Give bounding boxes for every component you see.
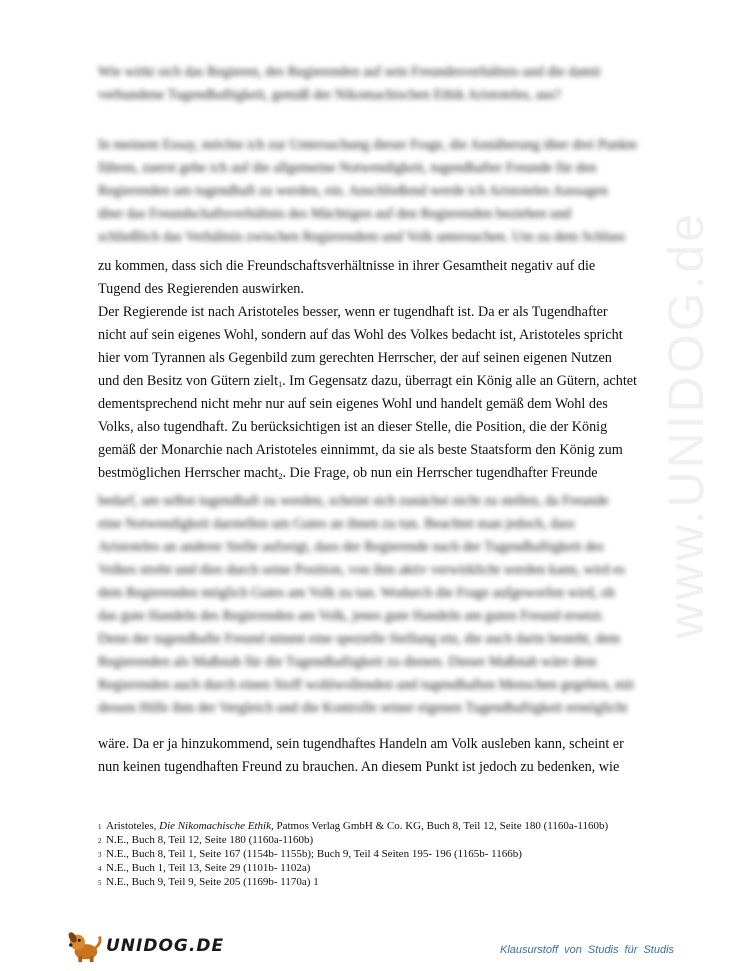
footnote-number: 4	[98, 865, 102, 873]
watermark: www.UNIDOG.de	[658, 211, 714, 639]
footnote-number: 3	[98, 851, 102, 859]
intro-paragraph	[98, 134, 638, 249]
text-line: über das Freundschaftsverhältnis des Mächtigen auf den Regierenden beziehen und	[98, 206, 572, 222]
text-line: führen, zuerst gehe ich auf die allgemeine Notwendigkeit, tugendhafter Freunde für den	[98, 160, 597, 176]
footnote-title: Die Nikomachische Ethik	[159, 820, 271, 832]
dog-icon	[66, 928, 104, 964]
text-line	[98, 324, 638, 347]
text-line: Regierenden als Maßstab für die Tugendhaftigkeit zu dienen. Dieser Maßstab wäre dem	[98, 654, 597, 670]
text-line: Aristoteles an anderer Stelle aufzeigt, dass der Regierende nach der Tugendhaftigkeit des	[98, 539, 604, 555]
footnote-reference[interactable]: 2	[278, 472, 283, 481]
text-segment: und den Besitz von Gütern zielt	[98, 373, 279, 389]
text-line: dem Regierenden möglich Gutes am Volk zu tun. Wodurch die Frage aufgeworfen wird, ob	[98, 585, 615, 601]
text-segment: Tugend des Regierenden auswirken.	[98, 281, 304, 297]
text-segment: nicht auf sein eigenes Wohl, sondern auf das Wohl des Volkes bedacht ist, Aristoteles spricht	[98, 327, 623, 343]
text-line	[98, 301, 638, 324]
text-segment: dementsprechend nicht mehr nur auf sein eigenes Wohl und handelt gemäß dem Wohl des	[98, 396, 608, 412]
footnote	[98, 876, 658, 890]
text-segment: hier vom Tyrannen als Gegenbild zum gerechten Herrscher, der auf seinen eigenen Nutzen	[98, 350, 612, 366]
text-line	[98, 370, 638, 393]
footnote	[98, 848, 658, 862]
footnote	[98, 820, 658, 834]
footnote	[98, 834, 658, 848]
text-line	[98, 255, 638, 278]
footnote-text: , Patmos Verlag GmbH & Co. KG, Buch 8, Teil 12, Seite 180 (1160a-1160b)	[270, 820, 609, 832]
text-segment: Der Regierende ist nach Aristoteles besser, wenn er tugendhaft ist. Da er als Tugendhafter	[98, 304, 608, 320]
text-line: Wie wirkt sich das Regieren, des Regierenden auf sein Freundesverhältnis und die damit	[98, 64, 601, 80]
text-line	[98, 439, 638, 462]
text-segment: gemäß der Monarchie nach Aristoteles einnimmt, da sie als beste Staatsform den König zum	[98, 442, 623, 458]
text-segment: bestmöglichen Herrscher macht	[98, 465, 279, 481]
footnote-text: N.E., Buch 9, Teil 9, Seite 205 (1169b- 1170a)	[106, 876, 314, 888]
text-line: verbundene Tugendhaftigkeit, gemäß der Nikomachischen Ethik Aristoteles, aus?	[98, 87, 561, 103]
text-line: das gute Handeln des Regierenden am Volk, jenes gute Handeln am guten Freund ersetzt.	[98, 608, 605, 624]
footnote-text: N.E., Buch 8, Teil 12, Seite 180 (1160a-1160b)	[106, 834, 314, 846]
text-line: Volkes strebt und dies durch seine Position, von ihm aktiv verwirklicht werden kann, wird es	[98, 562, 625, 578]
text-line: In meinem Essay, möchte ich zur Untersuchung dieser Frage, die Annäherung über drei Punkte	[98, 137, 638, 153]
text-line: Regierenden um tugendhaft zu werden, ein. Anschließend werde ich Aristoteles Aussagen	[98, 183, 608, 199]
footnote-number: 5	[98, 879, 102, 887]
text-line: schließlich das Verhältnis zwischen Regierendem und Volk untersuchen. Um zu dem Schluss	[98, 229, 626, 245]
text-segment: Volks, also tugendhaft. Zu berücksichtigen ist an dieser Stelle, die Position, die der König	[98, 419, 608, 435]
footnote-text: Aristoteles,	[106, 820, 160, 832]
text-line	[98, 416, 638, 439]
text-line: bedarf, um selbst tugendhaft zu werden, scheint sich zunächst nicht zu stellen, da Freunde	[98, 493, 609, 509]
main-paragraph	[98, 255, 638, 485]
footnote-reference[interactable]: 1	[278, 380, 283, 389]
footnotes	[98, 820, 658, 890]
text-segment: . Die Frage, ob nun ein Herrscher tugendhafter Freunde	[282, 465, 598, 481]
text-line	[98, 278, 638, 301]
text-line: dessen Hilfe ihm der Vergleich und die Kontrolle seiner eigenen Tugendhaftigkeit ermöglicht	[98, 700, 628, 716]
blurred-paragraph	[98, 490, 638, 720]
footnote-number: 1	[98, 823, 102, 831]
logo-text: UNIDOG.DE	[106, 936, 225, 956]
footnote-number: 2	[98, 837, 102, 845]
text-line	[98, 393, 638, 416]
footnote	[98, 862, 658, 876]
text-line: nun keinen tugendhaften Freund zu brauchen. An diesem Punkt ist jedoch zu bedenken, wie	[98, 759, 620, 775]
footnote-text: N.E., Buch 1, Teil 13, Seite 29 (1101b- 1102a)	[106, 862, 311, 874]
text-line	[98, 462, 638, 485]
research-question	[98, 61, 638, 107]
text-line: Regierenden auch durch einen Stoff wohlwollenden und tugendhaften Menschen gegeben, mit	[98, 677, 634, 693]
text-segment: . Im Gegensatz dazu, überragt ein König alle an Gütern, achtet	[282, 373, 637, 389]
footnote-text: N.E., Buch 8, Teil 1, Seite 167 (1154b- 1155b); Buch 9, Teil 4 Seiten 195- 196 (1165b- 1166b)	[106, 848, 522, 860]
text-line: Denn der tugendhafte Freund nimmt eine spezielle Stellung ein, die auch darin besteht, dem	[98, 631, 621, 647]
page-number: 1	[313, 876, 319, 888]
text-line: eine Notwendigkeit darstellen um Gutes an ihnen zu tun. Beachtet man jedoch, dass	[98, 516, 575, 532]
text-line	[98, 347, 638, 370]
text-segment: zu kommen, dass sich die Freundschaftsverhältnisse in ihrer Gesamtheit negativ auf die	[98, 258, 596, 274]
text-line: wäre. Da er ja hinzukommend, sein tugendhaftes Handeln am Volk ausleben kann, scheint er	[98, 736, 624, 752]
slogan: Klausurstoff von Studis für Studis	[500, 944, 675, 956]
closing-paragraph	[98, 733, 638, 779]
unidog-logo[interactable]	[66, 928, 224, 964]
